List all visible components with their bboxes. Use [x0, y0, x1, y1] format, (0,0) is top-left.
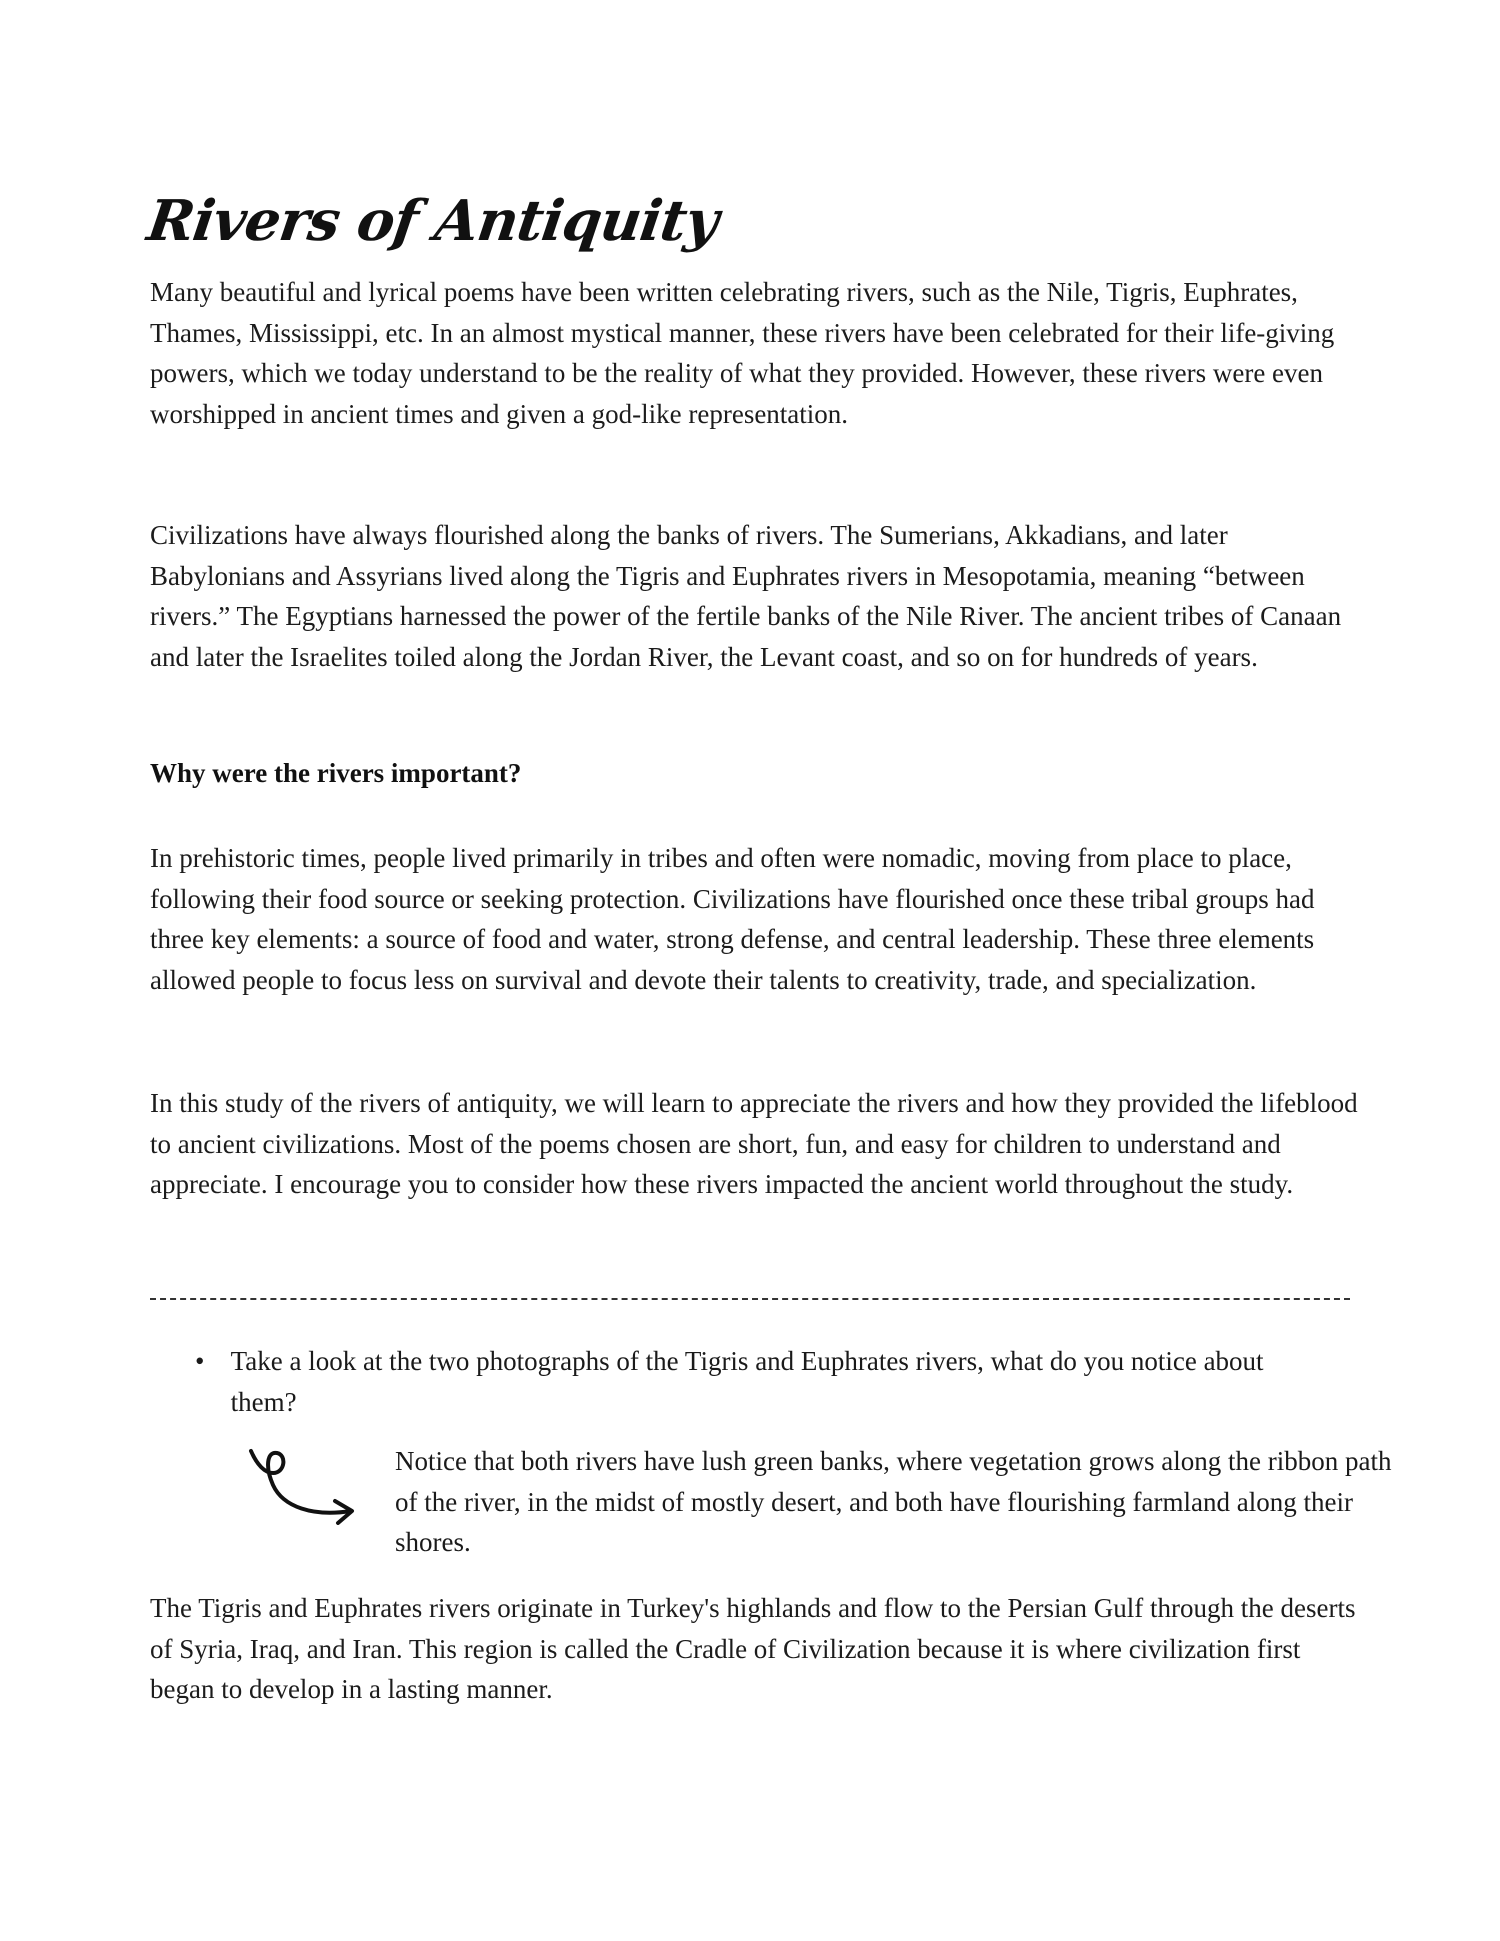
activity-question-item	[195, 1341, 1325, 1422]
section-paragraph-1: In prehistoric times, people lived primarily in tribes and often were nomadic, moving from place to place, following their food source or seeking protection. Civilizations have flourished once these tribal groups had three key elements: a source of food and water, strong defense, and central leadership. These three elements allowed people to focus less on survival and devote their talents to creativity, trade, and specialization.	[150, 843, 1315, 995]
page-title: Rivers of Antiquity	[143, 187, 722, 254]
curly-arrow-icon	[243, 1445, 363, 1525]
closing-paragraph: The Tigris and Euphrates rivers originate in Turkey's highlands and flow to the Persian Gulf through the deserts of Syria, Iraq, and Iran. This region is called the Cradle of Civilization because it is where civilization first began to develop in a lasting manner.	[150, 1593, 1356, 1704]
section-heading: Why were the rivers important?	[150, 758, 522, 788]
section-paragraph-2: In this study of the rivers of antiquity, we will learn to appreciate the rivers and how they provided the lifeblood to ancient civilizations. Most of the poems chosen are short, fun, and easy for children to understand and appreciate. I encourage you to consider how these rivers impacted the ancient world throughout the study.	[150, 1088, 1358, 1199]
intro-paragraph-1: Many beautiful and lyrical poems have been written celebrating rivers, such as the Nile, Tigris, Euphrates, Thames, Mississippi, etc. In an almost mystical manner, these rivers have been celebrated for their life-giving powers, which we today understand to be the reality of what they provided. However, these rivers were even worshipped in ancient times and given a god-like representation.	[150, 277, 1335, 429]
activity-question: Take a look at the two photographs of the Tigris and Euphrates rivers, what do you notice about them?	[230, 1346, 1264, 1417]
bullet-icon: •	[195, 1346, 205, 1376]
activity-answer: Notice that both rivers have lush green banks, where vegetation grows along the ribbon path of the river, in the midst of mostly desert, and both have flourishing farmland along their shores.	[395, 1446, 1392, 1557]
intro-paragraph-2: Civilizations have always flourished along the banks of rivers. The Sumerians, Akkadians, and later Babylonians and Assyrians lived along the Tigris and Euphrates rivers in Mesopotamia, meaning “between rivers.” The Egyptians harnessed the power of the fertile banks of the Nile River. The ancient tribes of Canaan and later the Israelites toiled along the Jordan River, the Levant coast, and so on for hundreds of years.	[150, 520, 1342, 672]
dashed-divider	[150, 1298, 1350, 1300]
